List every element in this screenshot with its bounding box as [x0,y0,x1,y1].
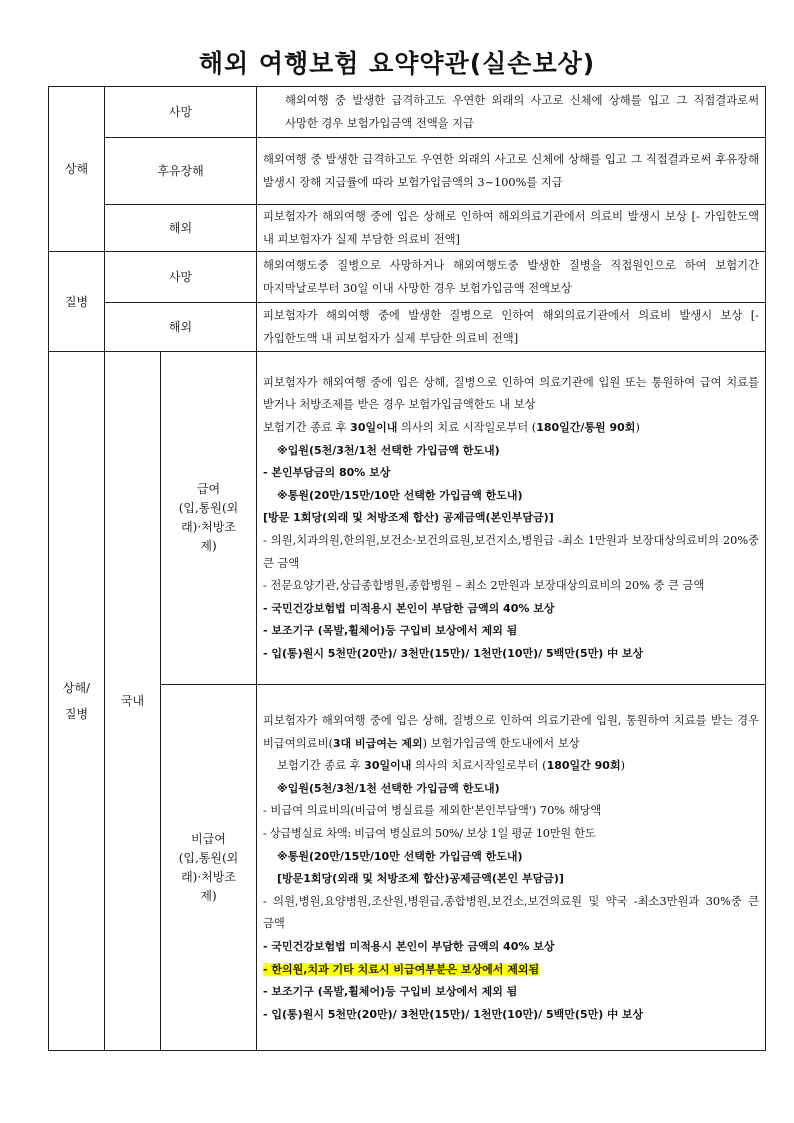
desc-injury-disability: 해외여행 중 발생한 급격하고도 우연한 외래의 사고로 신체에 상해를 입고 그 직접결과로써 후유장해 발생시 장해 지급률에 따라 보험가입금액의 3~100%를 지급 [257,138,766,205]
terms-table [48,86,766,1051]
item-injury-disability: 후유장해 [105,138,257,205]
item-covered: 급여 (입,통원(외 래)·처방조 제) [161,352,257,685]
desc-covered: 피보험자가 해외여행 중에 입은 상해, 질병으로 인하여 의료기관에 입원 또는 통원하여 급여 치료를 받거나 처방조제를 받은 경우 보험가입금액한도 내 보상 보험기간 종료 후 30일이내 의사의 치료 시작일로부터 (180일간/통원 90회) ※입원(5천/3천/1천 선택한 가입금액 한도내) - 본인부담금의 80% 보상 ※통원(20만/15만/10만 선택한 가입금액 한도내) [방문 1회당(외래 및 처방조제 합산) 공제금액(본인부담금)] - 의원,치과의원,한의원,보건소·보건의료원,보건지소,병원급 -최소 1만원과 보장대상의료비의 20%중 큰 금액 - 전문요양기관,상급종합병원,종합병원 – 최소 2만원과 보장대상의료비의 20% 중 큰 금액 - 국민건강보험법 미적용시 본인이 부담한 금액의 40% 보상 - 보조기구 (목발,휠체어)등 구입비 보상에서 제외 됨 - 입(통)원시 5천만(20만)/ 3천만(15만)/ 1천만(10만)/ 5백만(5만) 中 보상 [257,352,766,685]
desc-injury-death: 해외여행 중 발생한 급격하고도 우연한 외래의 사고로 신체에 상해를 입고 그 직접결과로써 사망한 경우 보험가입금액 전액을 지급 [257,87,766,138]
table-row [49,205,766,252]
desc-disease-overseas: 피보험자가 해외여행 중에 발생한 질병으로 인하여 해외의료기관에서 의료비 발생시 보상 [- 가입한도액 내 피보험자가 실제 부담한 의료비 전액] [257,303,766,352]
desc-noncovered: 피보험자가 해외여행 중에 입은 상해, 질병으로 인하여 의료기관에 입원, 통원하여 치료를 받는 경우 비급여의료비(3대 비급여는 제외) 보험가입금액 한도내에서 보상 보험기간 종료 후 30일이내 의사의 치료시작일로부터 (180일간 90회) ※입원(5천/3천/1천 선택한 가입금액 한도내) - 비급여 의료비의(비급여 병실료를 제외한'본인부담액') 70% 해당액 - 상급병실료 차액: 비급여 병실료의 50%/ 보상 1일 평균 10만원 한도 ※통원(20만/15만/10만 선택한 가입금액 한도내) [방문1회당(외래 및 처방조제 합산)공제금액(본인 부담금)] - 의원,병원,요양병원,조산원,병원급,종합병원,보건소,보건의료원 및 약국 -최소3만원과 30%중 큰 금액 - 국민건강보험법 미적용시 본인이 부담한 금액의 40% 보상 - 한의원,치과 기타 치료시 비급여부분은 보상에서 제외됨 - 보조기구 (목발,휠체어)등 구입비 보상에서 제외 됨 - 입(통)원시 5천만(20만)/ 3천만(15만)/ 1천만(10만)/ 5백만(5만) 中 보상 [257,685,766,1051]
category-injury: 상해 [49,87,105,252]
table-row [49,138,766,205]
table-row [49,352,766,685]
item-injury-death: 사망 [105,87,257,138]
desc-disease-death: 해외여행도중 질병으로 사망하거나 해외여행도중 발생한 질병을 직접원인으로 하여 보험기간 마지막날로부터 30일 이내 사망한 경우 보험가입금액 전액보상 [257,252,766,303]
item-disease-death: 사망 [105,252,257,303]
category-disease: 질병 [49,252,105,352]
table-row [49,303,766,352]
item-injury-overseas: 해외 [105,205,257,252]
highlighted-exclusion: - 한의원,치과 기타 치료시 비급여부분은 보상에서 제외됨 [263,962,540,976]
item-noncovered: 비급여 (입,통원(외 래)·처방조 제) [161,685,257,1051]
category-injury-disease: 상해/ 질병 [49,352,105,1051]
table-row [49,252,766,303]
table-row [49,87,766,138]
desc-injury-overseas: 피보험자가 해외여행 중에 입은 상해로 인하여 해외의료기관에서 의료비 발생시 보상 [- 가입한도액 내 피보험자가 실제 부담한 의료비 전액] [257,205,766,252]
item-domestic: 국내 [105,352,161,1051]
page-title: 해외 여행보험 요약약관(실손보상) [198,49,596,78]
item-disease-overseas: 해외 [105,303,257,352]
